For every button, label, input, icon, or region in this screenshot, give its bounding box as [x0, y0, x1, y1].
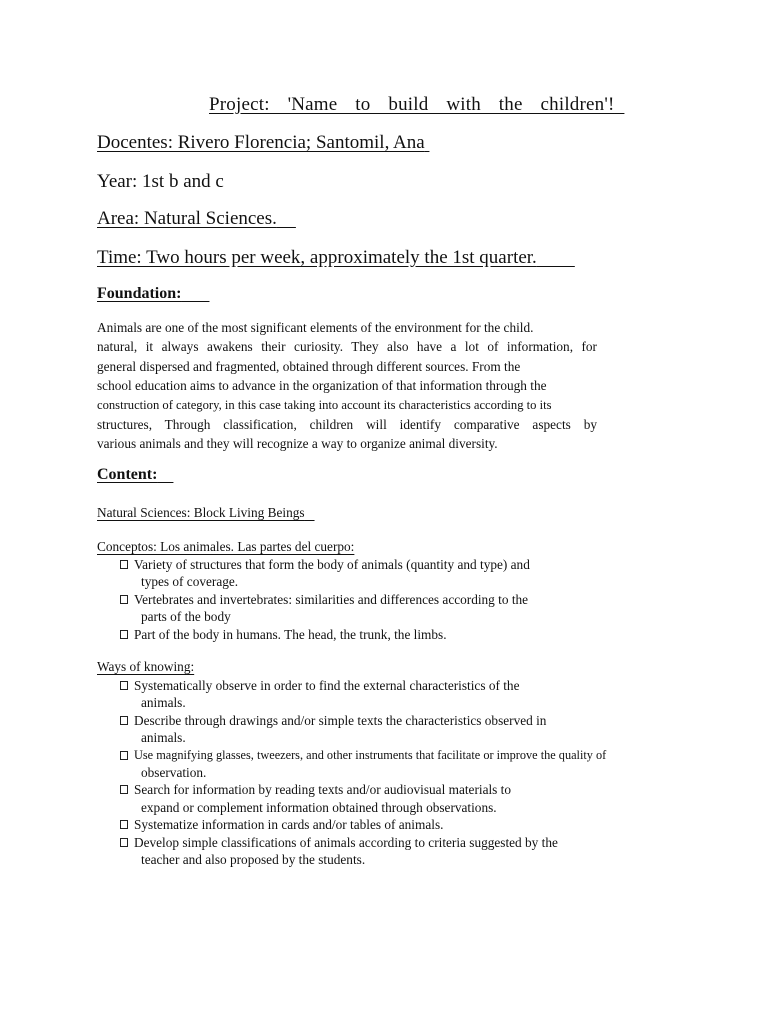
- foundation-heading: [97, 285, 209, 303]
- list-item-continuation: types of coverage.: [141, 574, 239, 590]
- list-item-text: Describe through drawings and/or simple texts the characteristics observed in: [134, 712, 547, 728]
- concepts-list: [120, 556, 530, 643]
- list-item: [120, 747, 606, 782]
- list-item-text: Search for information by reading texts and/or audiovisual materials to: [134, 782, 512, 798]
- list-item-continuation: animals.: [141, 730, 186, 746]
- foundation-paragraph: [97, 318, 597, 454]
- ways-title: Ways of knowing:: [97, 659, 195, 674]
- paragraph-line: general dispersed and fragmented, obtained through different sources. From the: [97, 358, 521, 374]
- list-item-continuation: teacher and also proposed by the students.: [141, 852, 366, 868]
- list-item-continuation: observation.: [141, 765, 207, 781]
- page-title: [209, 94, 624, 116]
- docentes-line: [97, 132, 429, 154]
- list-item-text: Variety of structures that form the body of animals (quantity and type) and: [134, 557, 530, 572]
- checkbox-bullet-icon: [120, 560, 128, 569]
- list-item-continuation: animals.: [141, 695, 186, 711]
- list-item-continuation: parts of the body: [141, 609, 231, 625]
- checkbox-bullet-icon: [120, 820, 128, 829]
- title-trail: [615, 94, 625, 115]
- docentes-trail: [425, 132, 430, 153]
- content-heading: [97, 466, 173, 484]
- year-line: Year: 1st b and c: [97, 171, 224, 192]
- docentes-text: Docentes: Rivero Florencia; Santomil, Ana: [97, 132, 425, 153]
- list-item-text: Develop simple classifications of animals according to criteria suggested by the: [134, 834, 558, 850]
- block-title-text: Natural Sciences: Block Living Beings: [97, 505, 305, 520]
- title-text: Project: 'Name to build with the children'!: [209, 94, 615, 115]
- list-item-text: Systematize information in cards and/or tables of animals.: [134, 817, 444, 833]
- checkbox-bullet-icon: [120, 595, 128, 604]
- content-heading-trail: [157, 466, 173, 483]
- paragraph-line: natural, it always awakens their curiosity. They also have a lot of information, for: [97, 339, 597, 355]
- list-item: [120, 781, 606, 816]
- area-text: Area: Natural Sciences.: [97, 208, 277, 229]
- paragraph-line: Animals are one of the most significant elements of the environment for the child.: [97, 320, 534, 335]
- paragraph-line: construction of category, in this case taking into account its characteristics according to its: [97, 397, 552, 412]
- list-item-text: Part of the body in humans. The head, the trunk, the limbs.: [134, 626, 447, 642]
- list-item-continuation: expand or complement information obtained through observations.: [141, 799, 497, 815]
- list-item: [120, 626, 530, 643]
- list-item: [120, 834, 606, 869]
- checkbox-bullet-icon: [120, 681, 128, 690]
- list-item: [120, 712, 606, 747]
- list-item-text: Systematically observe in order to find the external characteristics of the: [134, 678, 520, 693]
- foundation-heading-trail: [181, 285, 209, 302]
- area-trail: [277, 208, 296, 229]
- list-item-text: Use magnifying glasses, tweezers, and other instruments that facilitate or improve the quality of: [134, 747, 607, 762]
- time-line: [97, 247, 575, 269]
- time-trail: [537, 247, 575, 268]
- ways-list: [120, 677, 606, 868]
- checkbox-bullet-icon: [120, 751, 128, 760]
- checkbox-bullet-icon: [120, 838, 128, 847]
- paragraph-line: school education aims to advance in the organization of that information through the: [97, 378, 547, 394]
- content-heading-text: Content:: [97, 466, 158, 483]
- time-text: Time: Two hours per week, approximately the 1st quarter.: [97, 247, 537, 268]
- foundation-heading-text: Foundation:: [97, 285, 182, 302]
- paragraph-line: various animals and they will recognize a way to organize animal diversity.: [97, 436, 498, 452]
- concepts-title: Conceptos: Los animales. Las partes del cuerpo:: [97, 539, 355, 554]
- list-item: [120, 591, 530, 626]
- list-item: [120, 677, 606, 712]
- paragraph-line: structures, Through classification, children will identify comparative aspects by: [97, 417, 597, 433]
- checkbox-bullet-icon: [120, 785, 128, 794]
- block-title: [97, 505, 315, 521]
- checkbox-bullet-icon: [120, 630, 128, 639]
- checkbox-bullet-icon: [120, 716, 128, 725]
- list-item: [120, 556, 530, 591]
- area-line: [97, 208, 296, 230]
- list-item: [120, 816, 606, 833]
- list-item-text: Vertebrates and invertebrates: similarities and differences according to the: [134, 591, 529, 607]
- block-title-trail: [305, 505, 315, 520]
